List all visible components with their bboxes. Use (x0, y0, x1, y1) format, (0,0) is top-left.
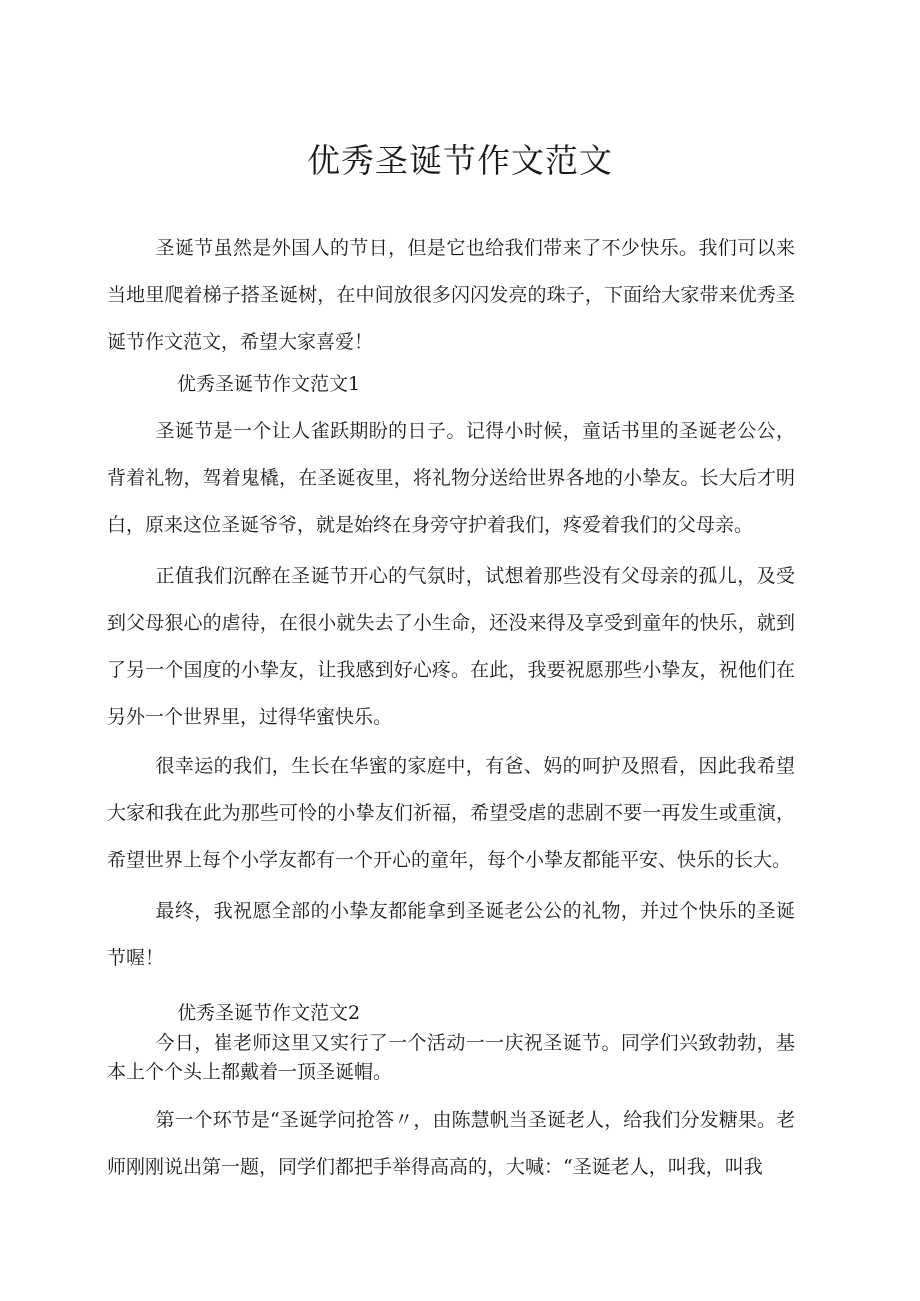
document-title: 优秀圣诞节作文范文 (307, 141, 613, 180)
essay-1-heading: 优秀圣诞节作文范文1 (177, 373, 361, 395)
essay-2-paragraph-2: 第一个环节是“圣诞学问抢答〃，由陈慧帆当圣诞老人，给我们分发糖果。老师刚刚说出第一题，同学们都把手举得高高的，大喊：“圣诞老人，叫我，叫我 (107, 1109, 795, 1178)
essay-1-paragraph-2: 正值我们沉醉在圣诞节开心的气氛时，试想着那些没有父母亲的孤儿，及受到父母狠心的虐待，在很小就失去了小生命，还没来得及享受到童年的快乐，就到了另一个国度的小挚友，让我感到好心疼。在此，我要祝愿那些小挚友，祝他们在另外一个世界里，过得华蜜快乐。 (107, 565, 795, 728)
essay-1-paragraph-3: 很幸运的我们，生长在华蜜的家庭中，有爸、妈的呵护及照看，因此我希望大家和我在此为那些可怜的小挚友们祈福，希望受虐的悲剧不要一再发生或重演，希望世界上每个小学友都有一个开心的童年，每个小挚友都能平安、快乐的长大。 (107, 755, 795, 871)
essay-1-paragraph-1: 圣诞节是一个让人雀跃期盼的日子。记得小时候，童话书里的圣诞老公公，背着礼物，驾着鬼橇，在圣诞夜里，将礼物分送给世界各地的小挚友。长大后才明白，原来这位圣诞爷爷，就是始终在身旁守护着我们，疼爱着我们的父母亲。 (107, 420, 795, 536)
intro-paragraph: 圣诞节虽然是外国人的节日，但是它也给我们带来了不少快乐。我们可以来当地里爬着梯子搭圣诞树，在中间放很多闪闪发亮的珠子，下面给大家带来优秀圣诞节作文范文，希望大家喜爱！ (107, 237, 795, 353)
essay-1-paragraph-4: 最终，我祝愿全部的小挚友都能拿到圣诞老公公的礼物，并过个快乐的圣诞节喔！ (107, 900, 795, 969)
essay-2-heading: 优秀圣诞节作文范文2 (177, 1002, 361, 1024)
essay-2-paragraph-1: 今日，崔老师这里又实行了一个活动一一庆祝圣诞节。同学们兴致勃勃，基本上个个头上都戴着一顶圣诞帽。 (107, 1032, 795, 1083)
